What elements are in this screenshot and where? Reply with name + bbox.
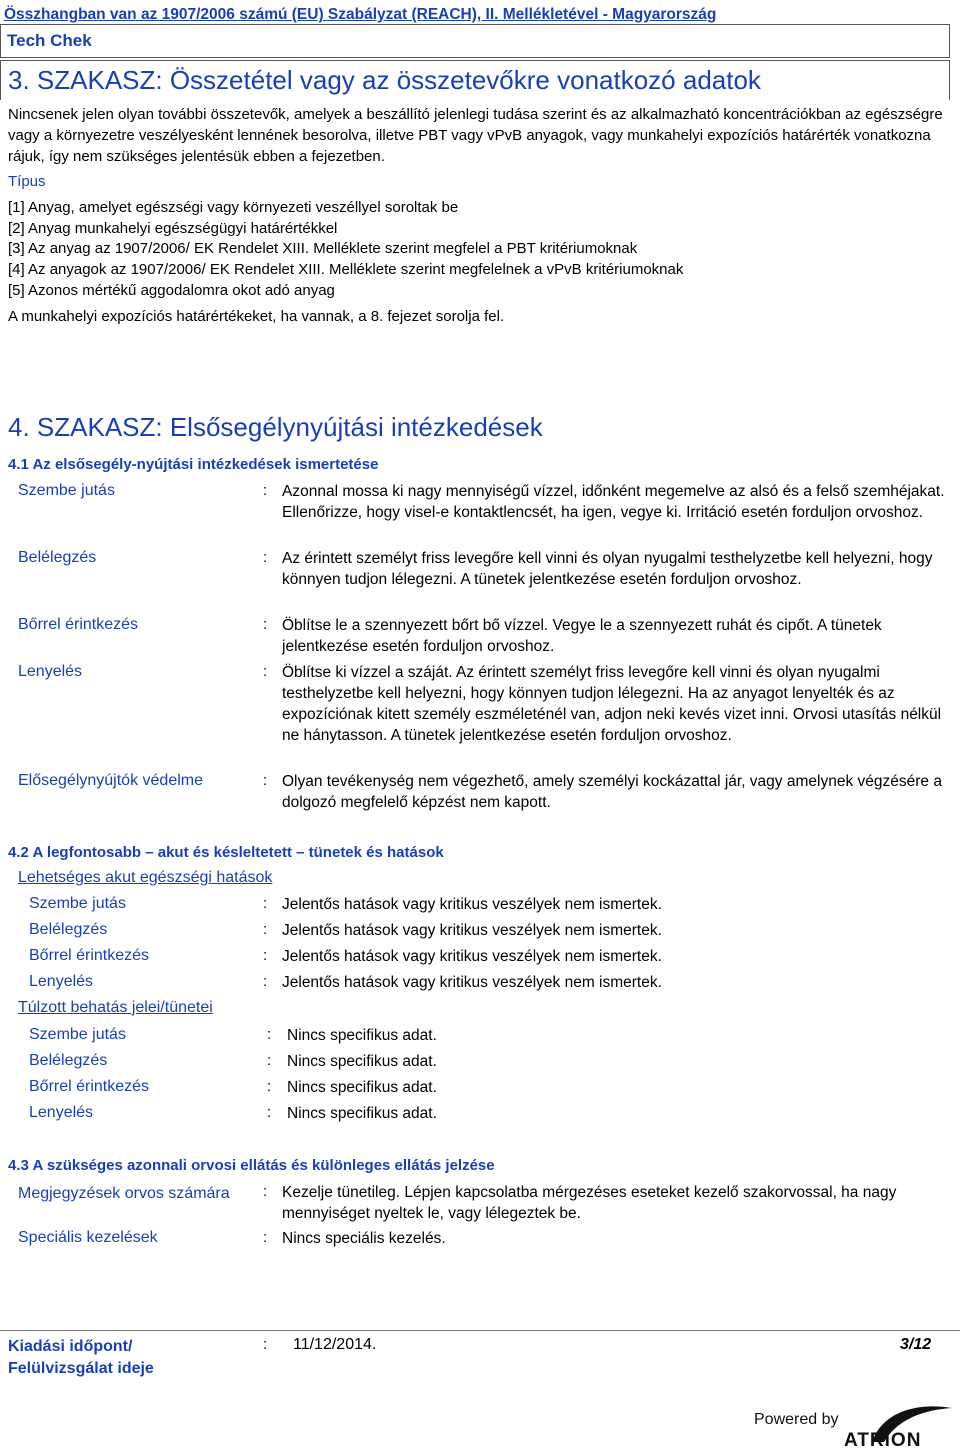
subsection-4-2-title: 4.2 A legfontosabb – akut és késleltetett – tünetek és hatások (8, 844, 444, 861)
symptom-label: Belélegzés (29, 1052, 108, 1069)
first-aid-value: Öblítse ki vízzel a száját. Az érintett személyt friss levegőre kell vinni és olyan nyugalmi testhelyzetbe kell helyezni, hogy könnyen tudjon lélegezni. Ha az anyagot lenyelték és az expozíciónak kitett személy eszméleténél van, adjon neki kevés vizet inni. Orvosi utasítás nélkül ne hánytasson. A tünetek jelentkezése esetén forduljon orvoshoz. (282, 664, 942, 744)
separator-colon: : (267, 1026, 272, 1043)
medical-note-value: Kezelje tünetileg. Lépjen kapcsolatba mérgezéses eseteket kezelő szakorvossal, ha nagy mennyiséget nyeltek le, vagy lélegeztek be. (282, 1184, 897, 1222)
separator-colon: : (263, 973, 268, 990)
separator-colon: : (263, 1229, 268, 1246)
type-item: [1] Anyag, amelyet egészségi vagy környezeti veszéllyel soroltak be (8, 199, 459, 216)
symptom-label: Lenyelés (29, 1104, 94, 1121)
revision-date: 11/12/2014. (293, 1336, 377, 1353)
type-item: [5] Azonos mértékű aggodalomra okot adó anyag (8, 282, 335, 299)
revision-date-label (8, 1336, 154, 1380)
separator-colon: : (263, 549, 268, 566)
powered-by-text: Powered by (754, 1411, 839, 1428)
type-item: [4] Az anyagok az 1907/2006/ EK Rendelet XIII. Melléklete szerint megfelelnek a vPvB kritériumoknak (8, 261, 684, 278)
separator-colon: : (263, 921, 268, 938)
effect-value: Jelentős hatások vagy kritikus veszélyek nem ismertek. (282, 896, 662, 913)
separator-colon: : (263, 895, 268, 912)
effect-label: Lenyelés (29, 973, 94, 990)
separator-colon: : (267, 1104, 272, 1121)
revision-date-label-line2: Felülvizsgálat ideje (8, 1360, 154, 1377)
subsection-4-1-title: 4.1 Az elsősegély-nyújtási intézkedések ismertetése (8, 456, 379, 473)
effect-value: Jelentős hatások vagy kritikus veszélyek nem ismertek. (282, 948, 662, 965)
effect-label: Szembe jutás (29, 895, 126, 912)
separator-colon: : (263, 616, 268, 633)
effect-label: Bőrrel érintkezés (29, 947, 150, 964)
footer-divider (0, 1330, 960, 1331)
separator-colon: : (263, 947, 268, 964)
first-aid-label: Elősegélynyújtók védelme (18, 772, 203, 789)
effect-label: Belélegzés (29, 921, 108, 938)
product-name-box (0, 24, 950, 58)
section3-note: A munkahelyi expozíciós határértékeket, ha vannak, a 8. fejezet sorolja fel. (8, 308, 505, 325)
medical-note-label: Megjegyzések orvos számára (18, 1185, 230, 1202)
brand-text: ATRION (844, 1430, 922, 1447)
first-aid-label: Lenyelés (18, 663, 83, 680)
symptom-value: Nincs specifikus adat. (287, 1079, 437, 1096)
separator-colon: : (263, 1336, 268, 1353)
special-treatment-label: Speciális kezelések (18, 1229, 158, 1246)
first-aid-value: Azonnal mossa ki nagy mennyiségű vízzel, időnként megemelve az alsó és a felső szemhéjakat. Ellenőrizze, hogy visel-e kontaktlencsét, ha igen, vegye ki. Irritáció esetén forduljon orvoshoz. (282, 483, 945, 521)
subsection-4-3-title: 4.3 A szükséges azonnali orvosi ellátás és különleges ellátás jelzése (8, 1157, 495, 1174)
section3-intro: Nincsenek jelen olyan további összetevők, amelyek a beszállító jelenlegi tudása szerint és az alkalmazható koncentrációkban az egészségre vagy a környezetre veszélyesként lennének besorolva, illetve PBT vagy vPvB anyagok, vagy munkahelyi expozíciós határérték vonatkozna rájuk, így nem szükséges jelentésük ebben a fejezetben. (8, 106, 943, 165)
separator-colon: : (267, 1078, 272, 1095)
first-aid-label: Belélegzés (18, 549, 97, 566)
section3-title: 3. SZAKASZ: Összetétel vagy az összetevőkre vonatkozó adatok (8, 65, 761, 95)
product-name: Tech Chek (7, 31, 92, 50)
separator-colon: : (267, 1052, 272, 1069)
section4-title: 4. SZAKASZ: Elsősegélynyújtási intézkedések (8, 412, 543, 442)
symptom-value: Nincs specifikus adat. (287, 1027, 437, 1044)
effect-value: Jelentős hatások vagy kritikus veszélyek nem ismertek. (282, 922, 662, 939)
first-aid-label: Szembe jutás (18, 482, 115, 499)
separator-colon: : (263, 482, 268, 499)
type-item: [3] Az anyag az 1907/2006/ EK Rendelet XIII. Melléklete szerint megfelel a PBT kritériumoknak (8, 240, 638, 257)
symptom-label: Bőrrel érintkezés (29, 1078, 150, 1095)
separator-colon: : (263, 772, 268, 789)
first-aid-value: Olyan tevékenység nem végezhető, amely személyi kockázattal jár, vagy amelynek végzésére a dolgozó megfelelő képzést nem kapott. (282, 773, 942, 811)
types-label: Típus (8, 173, 46, 190)
first-aid-label: Bőrrel érintkezés (18, 616, 139, 633)
atrion-logo (752, 1402, 957, 1447)
symptom-value: Nincs specifikus adat. (287, 1053, 437, 1070)
acute-effects-heading: Lehetséges akut egészségi hatások (18, 869, 273, 886)
symptom-value: Nincs specifikus adat. (287, 1105, 437, 1122)
type-item: [2] Anyag munkahelyi egészségügyi határértékkel (8, 220, 338, 237)
symptom-label: Szembe jutás (29, 1026, 126, 1043)
effect-value: Jelentős hatások vagy kritikus veszélyek nem ismertek. (282, 974, 662, 991)
first-aid-value: Öblítse le a szennyezett bőrt bő vízzel. Vegye le a szennyezett ruhát és cipőt. A tünetek jelentkezése esetén forduljon orvoshoz. (282, 617, 882, 655)
document-header-title: Összhangban van az 1907/2006 számú (EU) Szabályzat (REACH), II. Mellékletével - Magyarország (4, 6, 717, 23)
revision-date-label-line1: Kiadási időpont/ (8, 1338, 133, 1355)
special-treatment-value: Nincs speciális kezelés. (282, 1230, 446, 1247)
first-aid-value: Az érintett személyt friss levegőre kell vinni és olyan nyugalmi testhelyzetbe kell helyezni, hogy könnyen tudjon lélegezni. A tünetek jelentkezése esetén forduljon orvoshoz. (282, 550, 933, 588)
separator-colon: : (263, 1183, 268, 1200)
overexposure-heading: Túlzott behatás jelei/tünetei (18, 999, 213, 1016)
separator-colon: : (263, 663, 268, 680)
page-number: 3/12 (900, 1336, 932, 1353)
